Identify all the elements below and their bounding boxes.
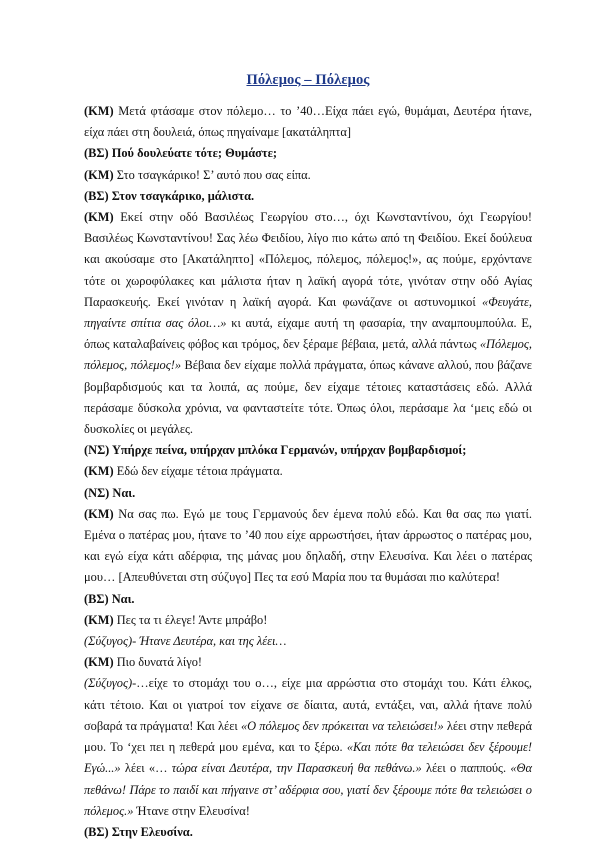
transcript-text: Εδώ δεν είχαμε τέτοια πράγματα.: [113, 464, 283, 479]
transcript-text: «Και πότε θα τελειώσει δεν ξέρουμε! Εγώ...»: [84, 740, 532, 776]
transcript-text: Να σας πω. Εγώ με τους Γερμανούς δεν έμενα πολύ εδώ. Και θα σας πω γιατί. Εμένα ο πατέρας μου, ήτανε το ’40 που είχε αρρωστήσει, ήταν άρρωστος ο πατέρας μου, και εγώ είχα κάτι αδέρφια, της μάνας μου δηλαδή, στην Ελευσίνα. Και λέει ο πατέρας μου… [Απευθύνεται στη σύζυγο] Πες τα εσύ Μαρία που τα θυμάσαι πιο καλύτερα!: [84, 506, 532, 585]
transcript-paragraph: [84, 610, 532, 631]
transcript-text: «Ο πόλεμος δεν πρόκειται να τελειώσει!»: [240, 718, 444, 733]
speaker-label: (ΝΣ): [84, 443, 110, 458]
transcript-paragraph: [84, 673, 532, 821]
transcript-paragraph: [84, 631, 532, 652]
speaker-label: (ΒΣ): [84, 188, 109, 203]
transcript-text: λέει στην πεθερά μου. Το ‘χει πει η πεθερά μου εμένα, και το ξέρω.: [84, 718, 532, 755]
transcript-text: «Πόλεμος, πόλεμος, πόλεμος!»: [258, 252, 419, 267]
transcript-paragraph: [84, 822, 532, 843]
transcript-text: Πες τα τι έλεγε! Άντε μπράβο!: [113, 612, 268, 627]
transcript-text: λέει ο παππούς.: [421, 761, 511, 776]
speaker-label: (ΝΣ): [84, 485, 110, 500]
transcript-paragraph: [84, 440, 532, 461]
transcript-text: Εκεί στην οδό Βασιλέως Γεωργίου στο…, όχι Κωνσταντίνου, όχι Γεωργίου! Βασιλέως Κωνσταντίνου! Σας λέω Φειδίου, λίγο πιο κάτω από τη Φειδίου. Εκεί δούλευα και ακούσαμε στο [Ακατάληπτο]: [84, 210, 532, 267]
speaker-label: (ΚΜ): [84, 167, 114, 182]
transcript-text: Ναι.: [109, 485, 136, 500]
transcript-text: Υπήρχε πείνα, υπήρχαν μπλόκα Γερμανών, υπήρχαν βομβαρδισμοί;: [109, 443, 467, 458]
transcript-text: , ας πούμε, ερχόντανε τότε οι χωροφύλακες και μάλιστα ήταν η λαϊκή αγορά τότε, γινόταν στην οδό Αγίας Παρασκευής. Εκεί γινόταν η λαϊκή αγορά. Και φωνάζανε οι αστυνομικοί: [84, 252, 532, 309]
transcript-paragraph: [84, 483, 532, 504]
transcript-text: Στην Ελευσίνα.: [108, 824, 193, 839]
transcript-text: Μετά φτάσαμε στον πόλεμο… το ’40…Είχα πάει εγώ, θυμάμαι, Δευτέρα ήτανε, είχα πάει στη δουλειά, όπως πηγαίναμε [ακατάληπτα]: [84, 104, 532, 140]
speaker-label: (ΒΣ): [84, 824, 109, 839]
transcript-text: κι αυτά, είχαμε αυτή τη φασαρία, την αναμπουμπούλα. Ε, όπως καταλαβαίνεις φόβος και τρόμος, δεν ξέραμε βέβαια, μετά, αλλά πάντως: [84, 316, 532, 352]
speaker-label: (ΚΜ): [84, 655, 114, 670]
transcript-paragraph: [84, 101, 532, 143]
transcript-paragraph: [84, 504, 532, 589]
document-title: Πόλεμος – Πόλεμος: [246, 72, 370, 88]
transcript-paragraph: [84, 207, 532, 440]
transcript-paragraph: [84, 186, 532, 207]
transcript-text: …είχε το στομάχι του ο…, είχε μια αρρώστια στο στομάχι του. Κάτι έλκος, κάτι τέτοιο. Και οι γιατροί τον είχανε σε δίαιτα, αυτά, εντάξει, ναι, αλλά ήτανε πολύ σοβαρά τα πράγματα! Και λέει: [84, 676, 532, 733]
speaker-label: (ΚΜ): [84, 210, 114, 225]
transcript-text: τώρα είναι Δευτέρα, την Παρασκευή θα πεθάνω.»: [171, 761, 422, 776]
transcript-text: «Φευγάτε, πηγαίντε σπίτια σας όλοι…»: [84, 294, 532, 331]
transcript-text: Ναι.: [108, 591, 135, 606]
transcript-text: «Θα πεθάνω! Πάρε το παιδί και πήγαινε στ’ αδέρφια σου, γιατί δεν ξέρουμε πότε θα τελειώσει ο πόλεμος.»: [84, 761, 532, 818]
transcript-body: [84, 101, 532, 843]
speaker-label: (ΚΜ): [84, 506, 114, 521]
transcript-paragraph: [84, 589, 532, 610]
transcript-paragraph: [84, 652, 532, 673]
transcript-text: Ήτανε στην Ελευσίνα!: [133, 803, 250, 818]
speaker-label: (ΚΜ): [84, 464, 114, 479]
transcript-text: (Σύζυγος)-: [84, 676, 137, 691]
transcript-text: (Σύζυγος)- Ήτανε Δευτέρα, και της λέει…: [84, 634, 287, 649]
speaker-label: (ΚΜ): [84, 612, 114, 627]
transcript-text: Στον τσαγκάρικο, μάλιστα.: [108, 188, 255, 203]
transcript-text: Πού δουλεύατε τότε; Θυμάστε;: [108, 146, 277, 161]
transcript-text: Στο τσαγκάρικο! Σ’ αυτό που σας είπα.: [113, 167, 311, 182]
transcript-text: Βέβαια δεν είχαμε πολλά πράγματα, όπως κάνανε αλλού, που βάζανε βομβαρδισμούς και τα λοιπά, ας πούμε, δεν είχαμε τέτοιες καταστάσεις εδώ. Αλλά περάσαμε δύσκολα χρόνια, να φανταστείτε τότε. Όπως όλοι, περάσαμε λα ‘μεις εδώ οι δυσκολίες οι μεγάλες.: [84, 358, 532, 437]
transcript-paragraph: [84, 461, 532, 482]
transcript-paragraph: [84, 143, 532, 164]
transcript-text: Πιο δυνατά λίγο!: [113, 655, 203, 670]
speaker-label: (ΒΣ): [84, 591, 109, 606]
transcript-paragraph: [84, 165, 532, 186]
speaker-label: (ΒΣ): [84, 146, 109, 161]
transcript-text: λέει «…: [120, 761, 172, 776]
transcript-text: «Πόλεμος, πόλεμος, πόλεμος!»: [84, 337, 532, 373]
speaker-label: (ΚΜ): [84, 104, 114, 118]
